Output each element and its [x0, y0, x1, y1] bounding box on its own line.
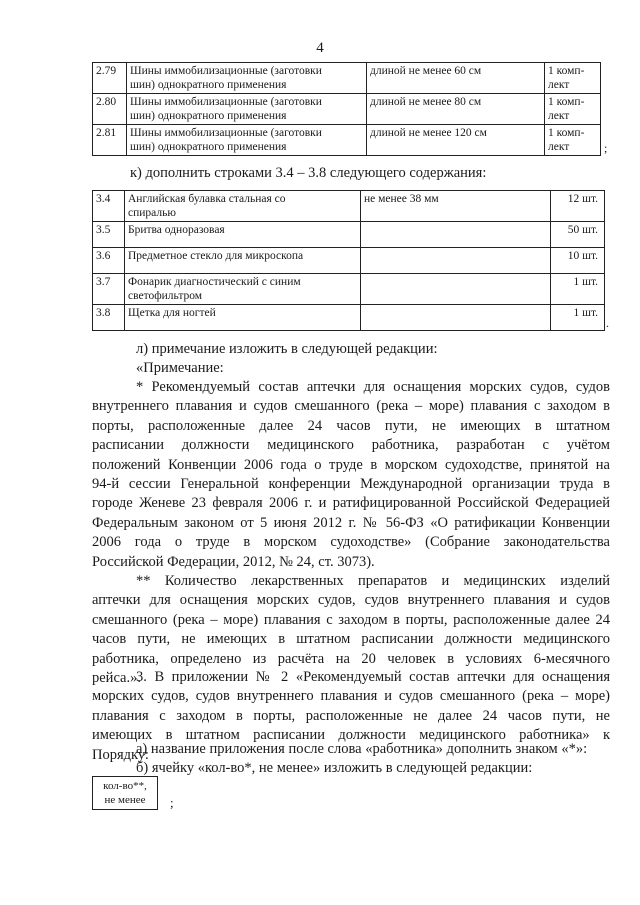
row-number: 3.6	[93, 248, 125, 274]
row-number: 2.81	[93, 125, 127, 156]
item-qty: 1 комп- лект	[545, 125, 601, 156]
item-spec: длиной не менее 80 см	[367, 94, 545, 125]
row-number: 3.5	[93, 222, 125, 248]
item-qty: 10 шт.	[551, 248, 605, 274]
intro-k: к) дополнить строками 3.4 – 3.8 следующего содержания:	[130, 165, 487, 181]
item-spec: длиной не менее 120 см	[367, 125, 545, 156]
item-name: Шины иммобилизационные (заготовки шин) однократного применения	[127, 63, 367, 94]
item-spec	[361, 248, 551, 274]
row-number: 3.4	[93, 191, 125, 222]
table-row	[93, 63, 601, 94]
table-row	[93, 125, 601, 156]
item-qty: 1 комп- лект	[545, 94, 601, 125]
row-number: 3.8	[93, 305, 125, 331]
page-number: 4	[316, 40, 324, 56]
quantity-cell-sample: кол-во**, не менее	[92, 776, 158, 810]
table2-trailing: .	[606, 316, 609, 330]
note-heading: «Примечание:	[136, 360, 224, 376]
row-number: 2.80	[93, 94, 127, 125]
item-qty: 1 шт.	[551, 274, 605, 305]
item-qty: 1 комп- лект	[545, 63, 601, 94]
item-name: Шины иммобилизационные (заготовки шин) однократного применения	[127, 94, 367, 125]
note-2: ** Количество лекарственных препаратов и медицинских изделий аптечки для оснащения морских судов, судов внутреннего плавания и судов смешанного (река – море) плавания с заходом в порты, расположенные далее 24 часов пути, не имеющих в штатном расписании должности медицинского работника, определено из расчёта на 20 человек в условиях 6-месячного рейса.».	[92, 573, 610, 687]
item-spec	[361, 274, 551, 305]
item-name: Фонарик диагностический с синим светофильтром	[125, 274, 361, 305]
note-1: * Рекомендуемый состав аптечки для оснащения морских судов, судов внутреннего плавания и судов смешанного (река – море) плавания с заходом в порты, расположенные далее 24 часов пути, не имеющих в штатном расписании должности медицинского работника, разработан с учётом положений Конвенции 2006 года о труде в морском судоходстве, принятой на 94-й сессии Генеральной конференции Международной организации труда в городе Женеве 23 февраля 2006 г. и ратифицированной Российской Федерацией Федеральным законом от 5 июня 2012 г. № 56-ФЗ «О ратификации Конвенции 2006 года о труде в морском судоходстве» (Собрание законодательства Российской Федерации, 2012, № 24, ст. 3073).	[92, 379, 610, 570]
item-name: Щетка для ногтей	[125, 305, 361, 331]
row-number: 3.7	[93, 274, 125, 305]
additional-items-table	[92, 190, 605, 331]
item-a: а) название приложения после слова «работника» дополнить знаком «*»:	[136, 741, 588, 757]
item-spec	[361, 305, 551, 331]
item-qty: 12 шт.	[551, 191, 605, 222]
item-spec: не менее 38 мм	[361, 191, 551, 222]
splints-table	[92, 62, 601, 156]
item-spec	[361, 222, 551, 248]
item-name: Английская булавка стальная со спиралью	[125, 191, 361, 222]
item-qty: 1 шт.	[551, 305, 605, 331]
item-b: б) ячейку «кол-во*, не менее» изложить в следующей редакции:	[136, 760, 533, 776]
item-name: Бритва одноразовая	[125, 222, 361, 248]
item-qty: 50 шт.	[551, 222, 605, 248]
row-number: 2.79	[93, 63, 127, 94]
item-name: Предметное стекло для микроскопа	[125, 248, 361, 274]
table-row	[93, 94, 601, 125]
table1-trailing: ;	[604, 141, 608, 155]
l-intro: л) примечание изложить в следующей редакции:	[136, 341, 438, 357]
item-name: Шины иммобилизационные (заготовки шин) однократного применения	[127, 125, 367, 156]
table-row	[93, 274, 605, 305]
table-row	[93, 222, 605, 248]
item-3: 3. В приложении № 2 «Рекомендуемый состав аптечки для оснащения морских судов, судов внутреннего плавания и судов смешанного (река – море) плавания с заходом в порты, расположенные не далее 24 часов пути, не имеющих в штатном расписании должности медицинского работника» к Порядку:	[92, 669, 610, 763]
cell-trailing: ;	[170, 795, 174, 810]
table-row	[93, 191, 605, 222]
table-row	[93, 248, 605, 274]
table-row	[93, 305, 605, 331]
item-spec: длиной не менее 60 см	[367, 63, 545, 94]
